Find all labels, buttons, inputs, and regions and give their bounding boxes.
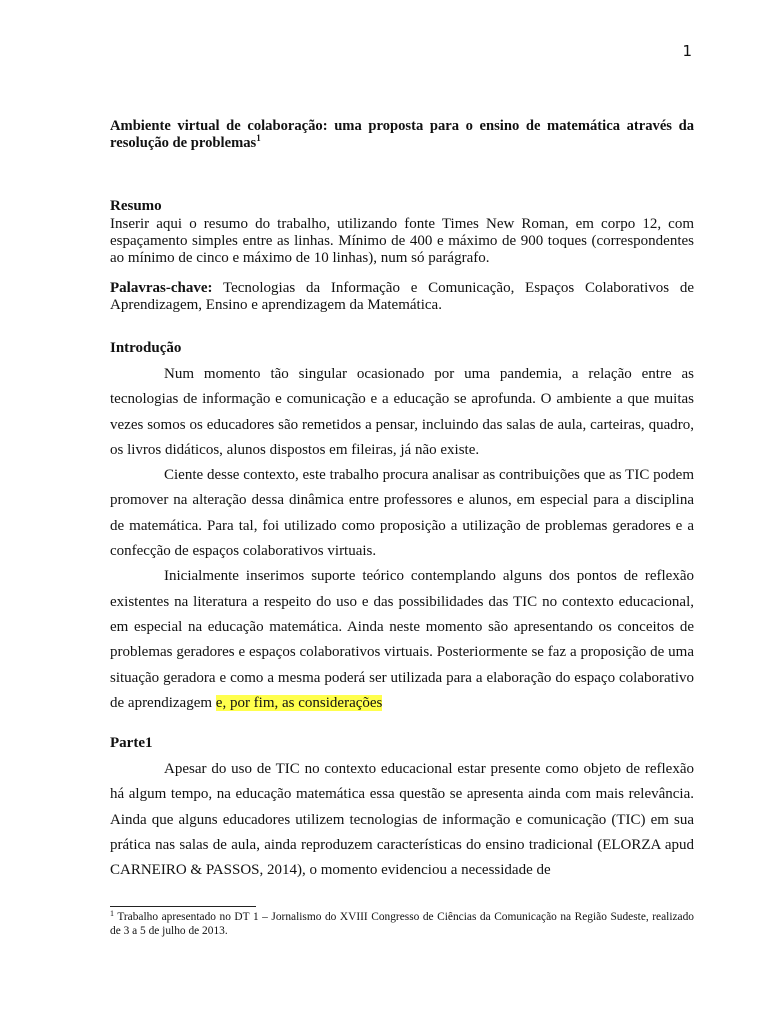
introduction-heading: Introdução bbox=[110, 340, 182, 356]
page-number: 1 bbox=[682, 42, 692, 60]
keywords-label: Palavras-chave: bbox=[110, 280, 213, 296]
abstract-heading: Resumo bbox=[110, 198, 162, 214]
keywords bbox=[110, 280, 694, 314]
keywords-text: Tecnologias da Informação e Comunicação, Espaços Colaborativos de Aprendizagem, Ensino e aprendizagem da Matemática. bbox=[110, 280, 694, 313]
footnote-text: Trabalho apresentado no DT 1 – Jornalismo do XVIII Congresso de Ciências da Comunicação na Região Sudeste, realizado de 3 a 5 de julho de 2013. bbox=[110, 911, 694, 937]
highlighted-text: e, por fim, as considerações bbox=[215, 694, 383, 711]
paper-title bbox=[110, 118, 694, 152]
abstract-text: Inserir aqui o resumo do trabalho, utilizando fonte Times New Roman, em corpo 12, com espaçamento simples entre as linhas. Mínimo de 400 e máximo de 900 toques (correspondentes ao mínimo de cinco e máximo de 10 linhas), num só parágrafo. bbox=[110, 216, 694, 266]
introduction-paragraph-1: Num momento tão singular ocasionado por uma pandemia, a relação entre as tecnologias de informação e comunicação e a educação se aprofunda. O ambiente a que muitas vezes somos os educadores são remetidos a pensar, incluindo das salas de aula, carteiras, quadro, os livros didáticos, alunos dispostos em fileiras, já não existe. bbox=[110, 366, 694, 458]
part1-paragraph: Apesar do uso de TIC no contexto educacional estar presente como objeto de reflexão há algum tempo, na educação matemática essa questão se apresenta ainda com mais relevância. Ainda que alguns educadores utilizem tecnologias de informação e comunicação (TIC) em sua prática nas salas de aula, ainda reproduzem características do ensino tradicional (ELORZA apud CARNEIRO & PASSOS, 2014), o momento evidenciou a necessidade de bbox=[110, 761, 694, 879]
introduction-paragraph-3 bbox=[110, 564, 694, 716]
paper-title-text: Ambiente virtual de colaboração: uma proposta para o ensino de matemática através da resolução de problemas bbox=[110, 118, 694, 151]
footnote-marker: 1 bbox=[110, 909, 114, 918]
introduction-paragraph-3-text: Inicialmente inserimos suporte teórico contemplando alguns dos pontos de reflexão existentes na literatura a respeito do uso e das possibilidades das TIC no contexto educacional, em especial na educação matemática. Ainda neste momento são apresentando os conceitos de problemas geradores e espaços colaborativos virtuais. Posteriormente se faz a proposição de uma situação geradora e como a mesma poderá ser utilizada para a elaboração do espaço colaborativo de aprendizagem bbox=[110, 568, 694, 711]
document-body bbox=[110, 118, 694, 884]
introduction-paragraph-2: Ciente desse contexto, este trabalho procura analisar as contribuições que as TIC podem promover na alteração dessa dinâmica entre professores e alunos, em especial para a disciplina de matemática. Para tal, foi utilizado como proposição a utilização de problemas geradores e a confecção de espaços colaborativos virtuais. bbox=[110, 467, 694, 560]
footnote-separator bbox=[110, 906, 256, 907]
footnote bbox=[110, 910, 694, 938]
part1-heading: Parte1 bbox=[110, 735, 153, 752]
title-footnote-marker: 1 bbox=[256, 133, 261, 143]
